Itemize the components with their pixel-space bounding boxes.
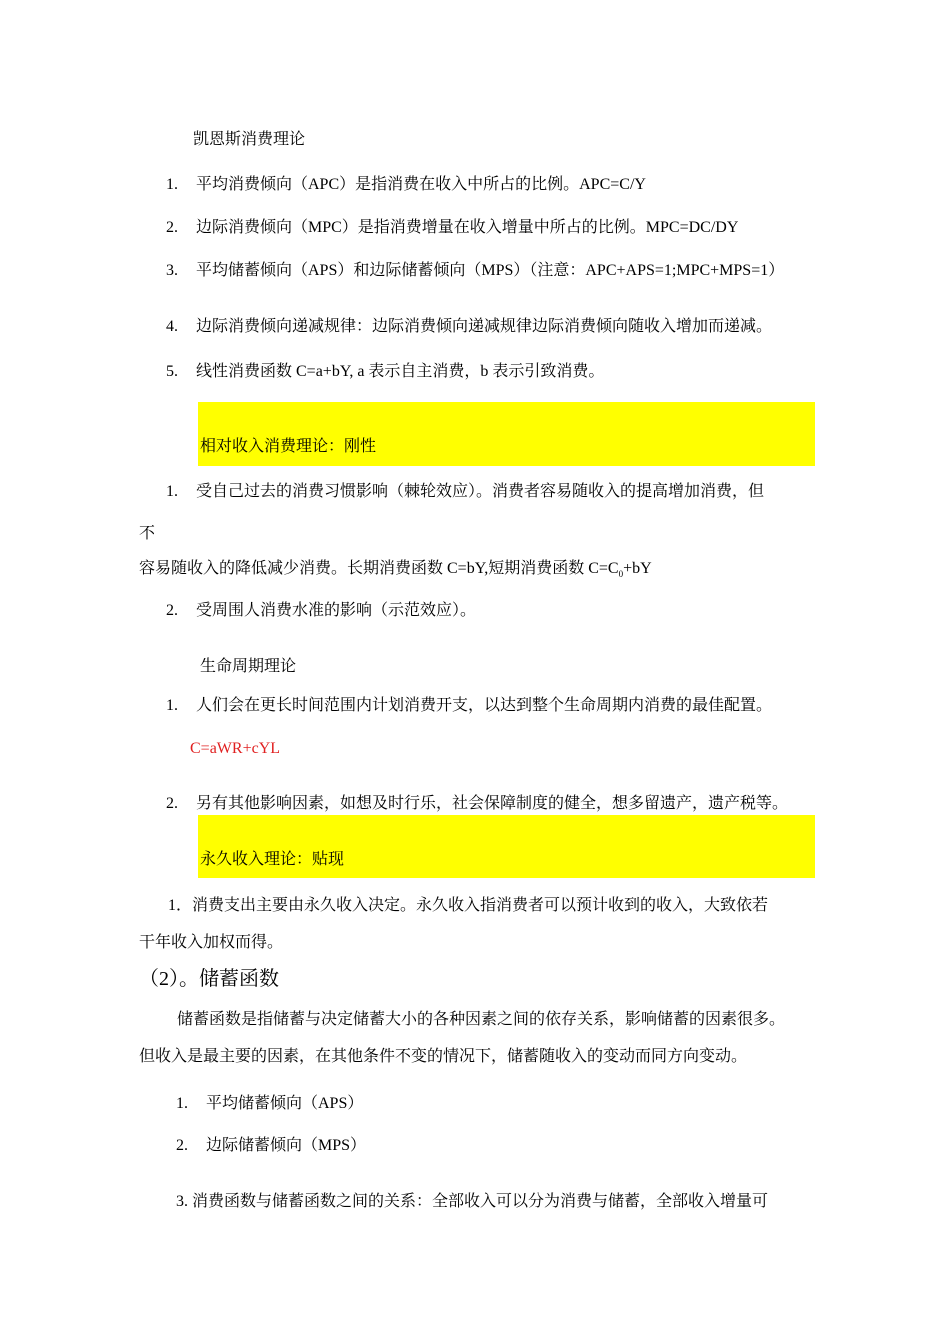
- list-number: 2.: [166, 795, 178, 812]
- list-item-text: 边际消费倾向（MPC）是指消费增量在收入增量中所占的比例。MPC=DC/DY: [196, 219, 739, 236]
- list-item-text-tail: +bY: [623, 560, 652, 577]
- subscript-zero: 0: [618, 569, 624, 580]
- list-item-text: 人们会在更长时间范围内计划消费开支，以达到整个生命周期内消费的最佳配置。: [196, 697, 773, 714]
- paragraph-line: 但收入是最主要的因素，在其他条件不变的情况下，储蓄随收入的变动而同方向变动。: [139, 1048, 748, 1065]
- list-number: 2.: [176, 1137, 188, 1154]
- list-item-text-continued: [139, 559, 652, 579]
- list-item-text: 受自己过去的消费习惯影响（棘轮效应）。消费者容易随收入的提高增加消费，但: [196, 483, 765, 500]
- list-number: 1.: [176, 1095, 188, 1112]
- list-item-text: 平均储蓄倾向（APS）: [206, 1095, 364, 1112]
- list-number: 2.: [166, 602, 178, 619]
- list-item-text: 3. 消费函数与储蓄函数之间的关系：全部收入可以分为消费与储蓄，全部收入增量可: [176, 1193, 769, 1210]
- list-number: 4.: [166, 318, 178, 335]
- list-number: 1.: [166, 176, 178, 193]
- list-item-text: 边际消费倾向递减规律：边际消费倾向递减规律边际消费倾向随收入增加而递减。: [196, 318, 773, 335]
- list-item-text: 受周围人消费水准的影响（示范效应）。: [196, 602, 477, 619]
- list-item-text: 线性消费函数 C=a+bY, a 表示自主消费，b 表示引致消费。: [196, 363, 605, 380]
- formula-lifecycle: C=aWR+cYL: [190, 740, 281, 757]
- paragraph-line: 1．消费支出主要由永久收入决定。永久收入指消费者可以预计收到的收入，大致依若: [168, 897, 769, 914]
- paragraph-line: 储蓄函数是指储蓄与决定储蓄大小的各种因素之间的依存关系，影响储蓄的因素很多。: [177, 1011, 786, 1028]
- list-number: 2.: [166, 219, 178, 236]
- section-title-keynes: 凯恩斯消费理论: [193, 131, 306, 148]
- list-number: 1.: [166, 483, 178, 500]
- list-item-text: 平均消费倾向（APC）是指消费在收入中所占的比例。APC=C/Y: [196, 176, 646, 193]
- section-title-lifecycle: 生命周期理论: [200, 658, 297, 675]
- section-title-permanent: 永久收入理论：贴现: [200, 851, 345, 868]
- list-item-text-main: 容易随收入的降低减少消费。长期消费函数 C=bY,短期消费函数 C=C: [139, 560, 619, 577]
- paragraph-line: 干年收入加权而得。: [139, 934, 284, 951]
- list-number: 3.: [166, 262, 178, 279]
- list-number: 5.: [166, 363, 178, 380]
- list-item-text-continued: 不: [139, 525, 156, 542]
- list-item-text: 边际储蓄倾向（MPS）: [206, 1137, 367, 1154]
- section-heading-saving: （2）。储蓄函数: [139, 968, 279, 990]
- list-item-text: 另有其他影响因素，如想及时行乐，社会保障制度的健全，想多留遗产，遗产税等。: [196, 795, 789, 812]
- list-item-text: 平均储蓄倾向（APS）和边际储蓄倾向（MPS）（注意：APC+APS=1;MPC+MPS=1）: [196, 262, 785, 279]
- section-title-relative: 相对收入消费理论：刚性: [200, 438, 377, 455]
- list-number: 1.: [166, 697, 178, 714]
